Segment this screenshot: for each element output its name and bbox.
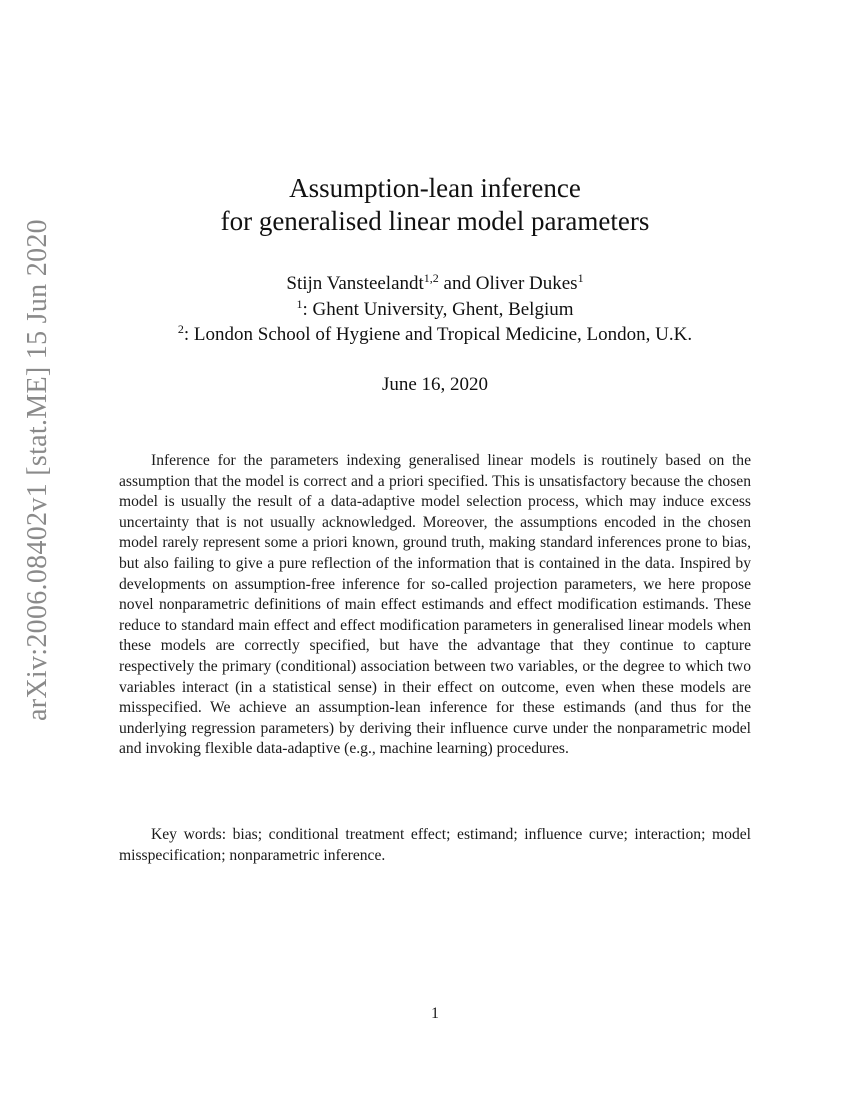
affiliation-1 (0, 298, 850, 322)
author-2-name: Oliver Dukes (475, 273, 578, 294)
affiliation-2-text: : London School of Hygiene and Tropical Medicine, London, U.K. (183, 324, 693, 345)
keywords-paragraph: Key words: bias; conditional treatment effect; estimand; influence curve; interaction; model misspecification; nonparametric inference. (119, 826, 751, 864)
page-number: 1 (431, 1005, 439, 1022)
author-list (0, 272, 850, 296)
author-connector: and (438, 273, 476, 294)
abstract-paragraph: Inference for the parameters indexing generalised linear models is routinely based on the assumption that the model is correct and a priori specified. This is unsatisfactory because the chosen model is usually the result of a data-adaptive model selection process, which may induce excess uncertainty that is not usually acknowledged. Moreover, the assumptions encoded in the chosen model rarely represent some a priori known, ground truth, making standard inferences prone to bias, but also failing to give a pure reflection of the information that is contained in the data. Inspired by developments on assumption-free inference for so-called projection parameters, we here propose novel nonparametric definitions of main effect estimands and effect modification estimands. These reduce to standard main effect and effect modification parameters in generalised linear models when these models are correctly specified, but have the advantage that they continue to capture respectively the primary (conditional) association between two variables, or the degree to which two variables interact (in a statistical sense) in their effect on outcome, even when these models are misspecified. We achieve an assumption-lean inference for these estimands (and thus for the underlying regression parameters) by deriving their influence curve under the nonparametric model and invoking flexible data-adaptive (e.g., machine learning) procedures. (119, 452, 751, 758)
paper-title-line-2: for generalised linear model parameters (220, 206, 650, 236)
affiliation-2-marker: 2 (177, 322, 184, 336)
affiliation-2 (0, 323, 850, 347)
publication-date: June 16, 2020 (381, 374, 489, 395)
author-1-affiliation-marker: 1,2 (423, 271, 439, 285)
author-1-name: Stijn Vansteelandt (286, 273, 424, 294)
arxiv-identifier-stamp: arXiv:2006.08402v1 [stat.ME] 15 Jun 2020 (22, 219, 53, 721)
affiliation-1-marker: 1 (296, 297, 303, 311)
paper-title-line-1: Assumption-lean inference (289, 173, 581, 203)
affiliation-1-text: : Ghent University, Ghent, Belgium (302, 299, 574, 320)
author-2-affiliation-marker: 1 (577, 271, 584, 285)
